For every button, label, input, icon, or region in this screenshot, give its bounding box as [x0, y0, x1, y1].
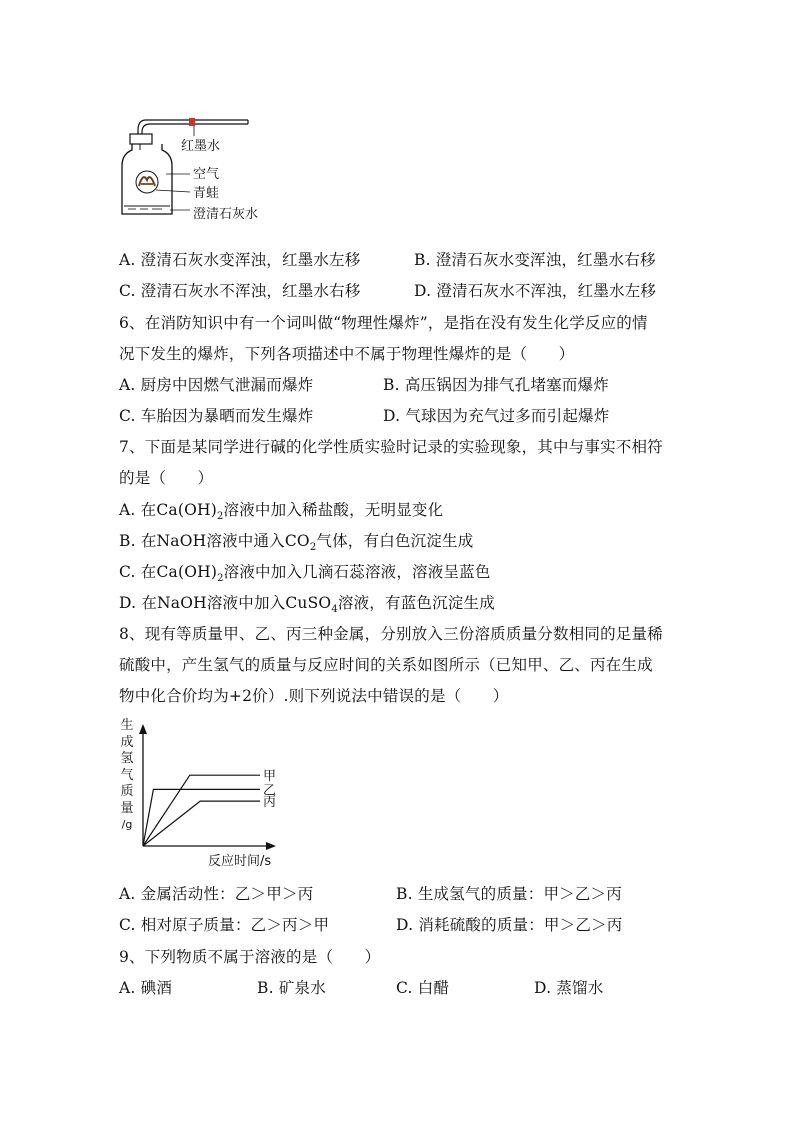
red-ink-drop [189, 118, 195, 126]
series-label-2: 乙 [263, 783, 277, 799]
q6-option-d: D. 气球因为充气过多而引起爆炸 [383, 407, 610, 425]
label-air: 空气 [193, 167, 220, 182]
q8-stem-line1: 8、现有等质量甲、乙、丙三种金属，分别放入三份溶质质量分数相同的足量稀 [119, 625, 663, 643]
q5-option-a: A. 澄清石灰水变浑浊，红墨水左移 [119, 251, 361, 269]
q8-option-b: B. 生成氢气的质量：甲＞乙＞丙 [396, 885, 622, 903]
x-axis-arrow [266, 842, 276, 850]
hydrogen-chart [112, 716, 312, 868]
q7-option-a: A. 在$Ca(OH)_2$溶液中加入稀盐酸，无明显变化 [119, 501, 444, 523]
q8-option-d: D. 消耗硫酸的质量：甲＞乙＞丙 [396, 916, 623, 934]
chart-plot [112, 716, 312, 868]
q8-option-c: C. 相对原子质量：乙＞丙＞甲 [119, 916, 330, 934]
q6-stem-line1: 6、在消防知识中有一个词叫做“物理性爆炸”，是指在没有发生化学反应的情 [119, 314, 648, 332]
series-line-3 [143, 801, 260, 846]
series-line-1 [143, 775, 260, 846]
series-label-1: 甲 [263, 769, 277, 785]
q9-stem: 9、下列物质不属于溶液的是（ ） [119, 948, 381, 966]
q7-option-c: C. 在$Ca(OH)_2$溶液中加入几滴石蕊溶液，溶液呈蓝色 [119, 563, 491, 585]
q7-option-b: B. 在NaOH溶液中通入$CO_2$气体，有白色沉淀生成 [119, 532, 474, 554]
q9-option-c: C. 白醋 [396, 979, 450, 997]
q9-option-a: A. 碘酒 [119, 979, 173, 997]
y-axis-label: 生 成 氢 气 质 量 /g [120, 718, 134, 831]
series-line-2 [143, 789, 260, 846]
x-axis-label: 反应时间/s [208, 854, 272, 869]
q5-option-c: C. 澄清石灰水不浑浊，红墨水右移 [119, 282, 361, 300]
label-red-ink: 红墨水 [181, 139, 221, 154]
y-axis-arrow [139, 724, 147, 734]
q8-stem-line2: 硫酸中，产生氢气的质量与反应时间的关系如图所示（已知甲、乙、丙在生成 [119, 656, 653, 674]
q7-stem-line2: 的是（ ） [119, 469, 214, 487]
q6-option-a: A. 厨房中因燃气泄漏而爆炸 [119, 376, 314, 394]
q5-option-d: D. 澄清石灰水不浑浊，红墨水左移 [414, 282, 657, 300]
label-frog: 青蛙 [193, 186, 220, 201]
rubber-stopper [130, 134, 152, 144]
q8-stem-line3: 物中化合价均为+2价）.则下列说法中错误的是（ ） [119, 687, 509, 705]
q5-option-b: B. 澄清石灰水变浑浊，红墨水右移 [414, 251, 656, 269]
q6-stem-line2: 况下发生的爆炸，下列各项描述中不属于物理性爆炸的是（ ） [119, 345, 575, 363]
q9-option-d: D. 蒸馏水 [534, 979, 604, 997]
q6-option-b: B. 高压锅因为排气孔堵塞而爆炸 [383, 376, 609, 394]
q6-option-c: C. 车胎因为暴晒而发生爆炸 [119, 407, 314, 425]
q8-option-a: A. 金属活动性：乙＞甲＞丙 [119, 885, 314, 903]
frog-bottle-diagram [110, 110, 290, 230]
label-limewater: 澄清石灰水 [193, 207, 259, 222]
series-label-3: 丙 [263, 795, 277, 811]
q9-option-b: B. 矿泉水 [257, 979, 326, 997]
q7-stem-line1: 7、下面是某同学进行碱的化学性质实验时记录的实验现象，其中与事实不相符 [119, 438, 663, 456]
q7-option-d: D. 在NaOH溶液中加入CuSO$_4$溶液，有蓝色沉淀生成 [119, 594, 495, 616]
